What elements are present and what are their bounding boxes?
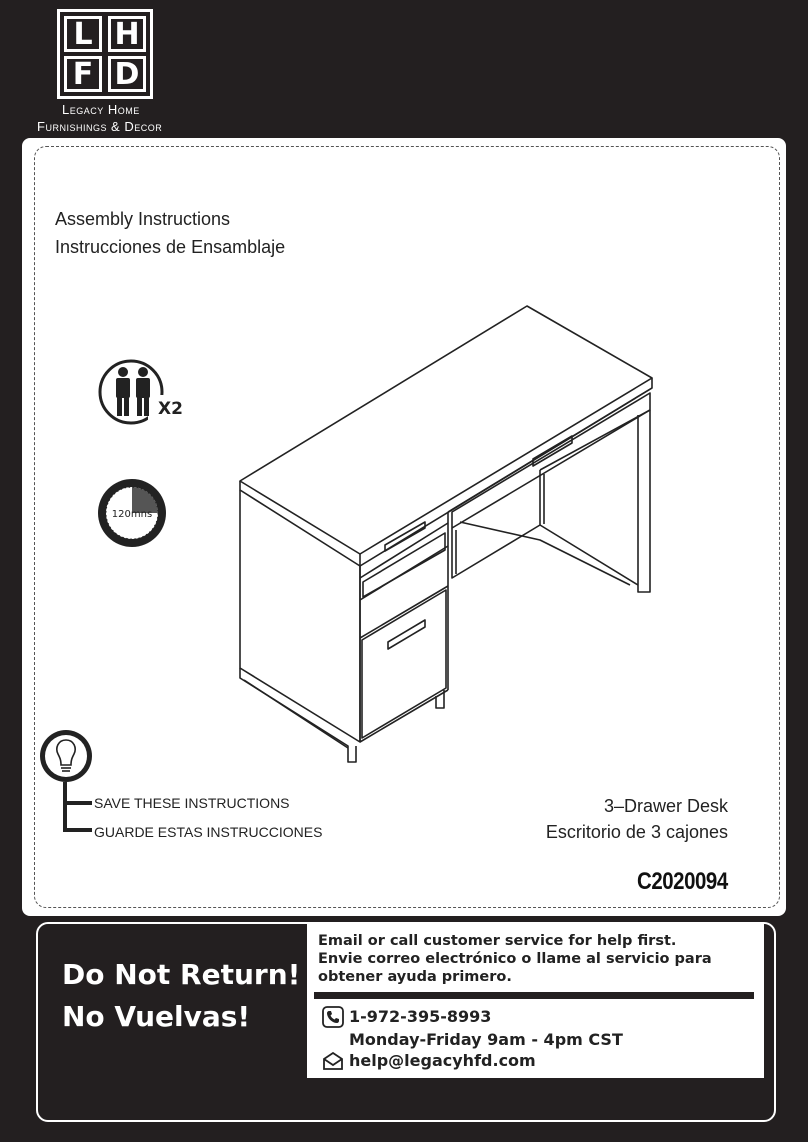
contact-divider xyxy=(314,992,754,999)
product-code: C2020094 xyxy=(637,868,728,895)
assembly-title-en: Assembly Instructions xyxy=(55,209,231,229)
email-icon xyxy=(322,1052,344,1070)
contact-message-en: Email or call customer service for help first. xyxy=(318,933,677,949)
product-name-en: 3–Drawer Desk xyxy=(603,796,728,816)
brand-logo xyxy=(57,9,153,99)
logo-letter-h: H xyxy=(108,16,146,52)
do-not-return-es: No Vuelvas! xyxy=(62,1000,251,1033)
brand-name-line1: Legacy Home xyxy=(62,102,140,117)
logo-letter-d: D xyxy=(108,56,146,92)
do-not-return-en: Do Not Return! xyxy=(62,958,301,991)
logo-letter-l: L xyxy=(64,16,102,52)
timer-icon xyxy=(96,477,168,549)
phone-icon xyxy=(322,1006,344,1028)
contact-message-es-2: obtener ayuda primero. xyxy=(318,969,512,985)
save-instructions-en: SAVE THESE INSTRUCTIONS xyxy=(94,795,290,811)
time-label: 120mns xyxy=(111,509,153,520)
product-name-es: Escritorio de 3 cajones xyxy=(545,822,728,842)
support-hours: Monday-Friday 9am - 4pm CST xyxy=(349,1030,623,1049)
people-count: X2 xyxy=(158,399,183,419)
support-email[interactable]: help@legacyhfd.com xyxy=(349,1051,536,1070)
save-instructions-es: GUARDE ESTAS INSTRUCCIONES xyxy=(94,824,323,840)
lightbulb-icon xyxy=(40,728,100,838)
logo-letter-f: F xyxy=(64,56,102,92)
contact-message-es-1: Envie correo electrónico o llame al servicio para xyxy=(318,951,712,967)
assembly-title-es: Instrucciones de Ensamblaje xyxy=(55,237,286,257)
two-people-icon xyxy=(96,355,192,427)
brand-name-line2: Furnishings & Decor xyxy=(37,119,163,134)
desk-illustration xyxy=(232,300,662,770)
support-phone[interactable]: 1-972-395-8993 xyxy=(349,1007,492,1026)
